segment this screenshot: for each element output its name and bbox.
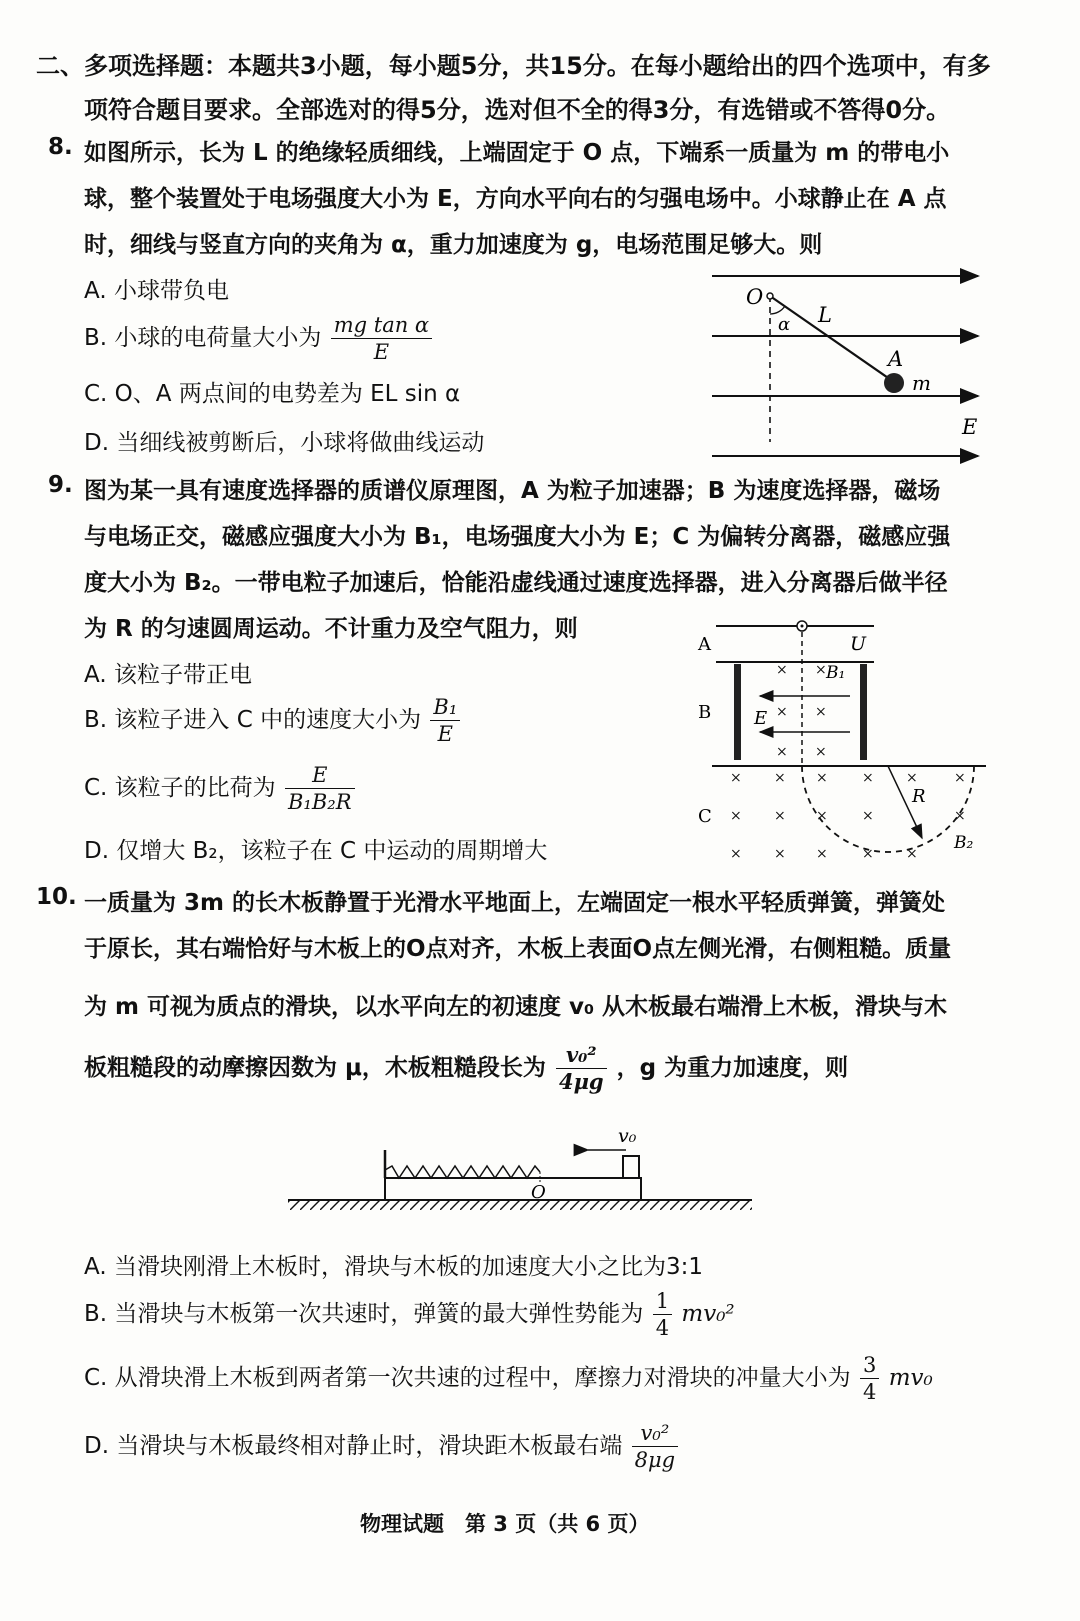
ground-hatch [288, 1201, 752, 1210]
label-b1: B₁ [826, 663, 846, 683]
q9-option-b [84, 694, 462, 747]
b-field-mark: × [730, 808, 742, 824]
q10-option-b [84, 1288, 735, 1341]
q8-option-b-fraction: $\frac{\text{mg tan α}}{E}$ [331, 312, 432, 365]
q10-line3: 为 m 可视为质点的滑块，以水平向左的初速度 v₀ 从木板最右端滑上木板，滑块与木 [84, 994, 948, 1020]
b-field-mark: × [815, 662, 827, 678]
q10-option-b-text: B. 当滑块与木板第一次共速时，弹簧的最大弹性势能为 [84, 1301, 644, 1327]
angle-arc [770, 306, 785, 314]
b-field-mark: × [776, 662, 788, 678]
b-field-mark: × [816, 770, 828, 786]
q8-option-d: D. 当细线被剪断后，小球将做曲线运动 [84, 430, 485, 456]
q8-option-b-text: B. 小球的电荷量大小为 [84, 325, 322, 351]
b-field-mark: × [730, 770, 742, 786]
pivot-point [767, 293, 773, 299]
spring [385, 1166, 540, 1178]
b-field-mark: × [730, 846, 742, 862]
b-field-mark: × [906, 770, 918, 786]
q9-figure [690, 612, 990, 868]
q10-figure [280, 1120, 760, 1220]
q8-line1: 如图所示，长为 L 的绝缘轻质细线，上端固定于 O 点，下端系一质量为 m 的带电小 [84, 140, 950, 166]
q8-line2: 球，整个装置处于电场强度大小为 E，方向水平向右的匀强电场中。小球静止在 A 点 [84, 186, 947, 212]
q10-option-b-post: mv₀² [681, 1301, 735, 1327]
q10-option-d [84, 1420, 680, 1473]
q8-figure [700, 262, 990, 472]
q8-option-a: A. 小球带负电 [84, 278, 229, 304]
charged-ball [884, 373, 904, 393]
q10-line2: 于原长，其右端恰好与木板上的O点对齐，木板上表面O点左侧光滑，右侧粗糙。质量 [84, 936, 952, 962]
b-field-mark: × [862, 808, 874, 824]
q10-option-a: A. 当滑块刚滑上木板时，滑块与木板的加速度大小之比为3:1 [84, 1254, 703, 1280]
b-field-mark: × [816, 846, 828, 862]
q10-line4 [84, 1042, 848, 1095]
label-e: E [962, 415, 978, 439]
long-board [385, 1178, 641, 1200]
q10-number: 10. [36, 884, 77, 910]
q9-line2: 与电场正交，磁感应强度大小为 B₁，电场强度大小为 E；C 为偏转分离器，磁感应强 [84, 524, 951, 550]
q9-option-b-fraction: $\frac{\text{B₁}}{E}$ [430, 694, 460, 747]
q10-line4-text: 板粗糙段的动摩擦因数为 μ，木板粗糙段长为 [84, 1055, 546, 1081]
q8-line3: 时，细线与竖直方向的夹角为 α，重力加速度为 g，电场范围足够大。则 [84, 232, 823, 258]
label-u: U [850, 633, 867, 655]
q9-option-a: A. 该粒子带正电 [84, 662, 252, 688]
q9-line1: 图为某一具有速度选择器的质谱仪原理图，A 为粒子加速器；B 为速度选择器，磁场 [84, 478, 941, 504]
b-field-mark: × [774, 808, 786, 824]
selector-plate-right [860, 664, 867, 760]
label-e-field: E [754, 708, 768, 729]
label-a-region: A [698, 634, 711, 655]
b-field-mark: × [954, 808, 966, 824]
section-header-line1: 二、多项选择题：本题共3小题，每小题5分，共15分。在每小题给出的四个选项中，有多 [36, 52, 991, 80]
q9-option-b-text: B. 该粒子进入 C 中的速度大小为 [84, 707, 422, 733]
slider-block [623, 1156, 639, 1178]
semicircle-path [802, 766, 974, 852]
q10-option-c-post: mv₀ [888, 1365, 933, 1391]
label-alpha: α [778, 314, 791, 335]
label-o: O [746, 285, 764, 309]
b-field-mark: × [862, 770, 874, 786]
q9-option-c [84, 762, 357, 815]
q10-option-d-fraction: $\frac{\text{v₀²}}{8\mu g}$ [632, 1420, 678, 1473]
label-v0: v₀ [618, 1125, 637, 1147]
q9-line3: 度大小为 B₂。一带电粒子加速后，恰能沿虚线通过速度选择器，进入分离器后做半径 [84, 570, 948, 596]
q8-option-c: C. O、A 两点间的电势差为 EL sin α [84, 381, 461, 407]
page-footer: 物理试题 第 3 页（共 6 页） [360, 1512, 650, 1536]
b-field-mark: × [774, 846, 786, 862]
b-field-mark: × [815, 744, 827, 760]
q10-line4-fraction: $\frac{\text{v₀²}}{4\mu g}$ [556, 1042, 607, 1095]
b-field-mark: × [906, 846, 918, 862]
label-o-point: O [531, 1182, 546, 1203]
q9-option-d: D. 仅增大 B₂，该粒子在 C 中运动的周期增大 [84, 838, 548, 864]
label-r: R [912, 786, 926, 807]
b-field-mark: × [954, 770, 966, 786]
q9-line4: 为 R 的匀速圆周运动。不计重力及空气阻力，则 [84, 616, 578, 642]
b-field-mark: × [776, 744, 788, 760]
q10-option-c-fraction: $\frac{3}{4}$ [860, 1352, 879, 1405]
q10-option-c [84, 1352, 933, 1405]
q9-option-c-fraction: $\frac{E}{\text{B₁B₂R}}$ [285, 762, 355, 815]
q10-line1: 一质量为 3m 的长木板静置于光滑水平地面上，左端固定一根水平轻质弹簧，弹簧处 [84, 890, 945, 916]
label-b-region: B [698, 702, 712, 723]
q9-option-c-text: C. 该粒子的比荷为 [84, 775, 276, 801]
q10-option-d-text: D. 当滑块与木板最终相对静止时，滑块距木板最右端 [84, 1433, 623, 1459]
label-l: L [818, 303, 832, 327]
b-field-mark: × [815, 704, 827, 720]
label-m: m [912, 371, 931, 395]
section-header-line2: 项符合题目要求。全部选对的得5分，选对但不全的得3分，有选错或不答得0分。 [84, 96, 951, 124]
b-field-mark: × [774, 770, 786, 786]
selector-plate-left [734, 664, 741, 760]
q8-option-b [84, 312, 434, 365]
b-field-mark: × [862, 846, 874, 862]
b-field-mark: × [816, 808, 828, 824]
q10-line4-post: ，g 为重力加速度，则 [616, 1055, 849, 1081]
string-line [770, 296, 894, 382]
q9-number: 9. [48, 472, 73, 498]
label-b2: B₂ [954, 833, 974, 853]
label-a: A [888, 347, 904, 371]
q10-option-c-text: C. 从滑块滑上木板到两者第一次共速的过程中，摩擦力对滑块的冲量大小为 [84, 1365, 851, 1391]
b-field-mark: × [776, 704, 788, 720]
q10-option-b-fraction: $\frac{1}{4}$ [653, 1288, 672, 1341]
q8-number: 8. [48, 134, 73, 160]
label-c-region: C [698, 806, 712, 827]
